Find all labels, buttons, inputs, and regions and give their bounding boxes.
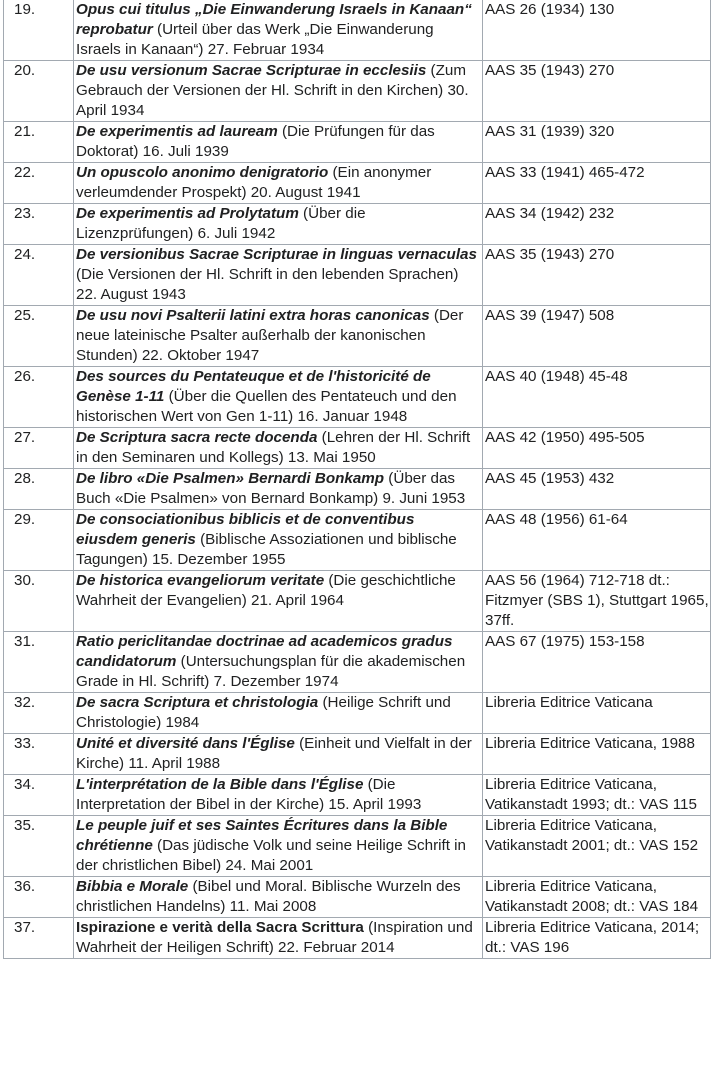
document-description: (Heilige Schrift und Christologie) 1984 — [76, 694, 451, 731]
table-row — [4, 245, 711, 306]
row-number: 21. — [4, 122, 74, 163]
row-number: 37. — [4, 918, 74, 959]
row-number: 31. — [4, 632, 74, 693]
table-row — [4, 367, 711, 428]
document-title: De consociationibus biblicis et de conventibus eiusdem generis — [76, 511, 415, 548]
source-reference: AAS 34 (1942) 232 — [483, 204, 711, 245]
document-description: (Die geschichtliche Wahrheit der Evangelien) 21. April 1964 — [76, 572, 456, 609]
document-description: (Der neue lateinische Psalter außerhalb der kanonischen Stunden) 22. Oktober 1947 — [76, 307, 464, 364]
document-cell — [74, 163, 483, 204]
document-description: (Zum Gebrauch der Versionen der Hl. Schrift in den Kirchen) 30. April 1934 — [76, 62, 469, 119]
document-cell — [74, 510, 483, 571]
source-reference: AAS 39 (1947) 508 — [483, 306, 711, 367]
document-cell — [74, 877, 483, 918]
source-reference: AAS 35 (1943) 270 — [483, 61, 711, 122]
table-row — [4, 877, 711, 918]
row-number: 35. — [4, 816, 74, 877]
document-title: De versionibus Sacrae Scripturae in linguas vernaculas — [76, 246, 477, 263]
row-number: 32. — [4, 693, 74, 734]
table-row — [4, 734, 711, 775]
source-reference: AAS 42 (1950) 495-505 — [483, 428, 711, 469]
source-reference: AAS 33 (1941) 465-472 — [483, 163, 711, 204]
row-number: 36. — [4, 877, 74, 918]
table-row — [4, 122, 711, 163]
table-row — [4, 0, 711, 61]
source-reference: Libreria Editrice Vaticana, 1988 — [483, 734, 711, 775]
document-title: Unité et diversité dans l'Église — [76, 735, 295, 752]
row-number: 22. — [4, 163, 74, 204]
document-description: (Das jüdische Volk und seine Heilige Schrift in der christlichen Bibel) 24. Mai 2001 — [76, 837, 467, 874]
document-title: Ratio periclitandae doctrinae ad academicos gradus candidatorum — [76, 633, 453, 670]
document-cell — [74, 918, 483, 959]
row-number: 30. — [4, 571, 74, 632]
document-title: Le peuple juif et ses Saintes Écritures dans la Bible chrétienne — [76, 817, 448, 854]
document-title: De Scriptura sacra recte docenda — [76, 429, 318, 446]
document-description: (Die Versionen der Hl. Schrift in den lebenden Sprachen) 22. August 1943 — [76, 266, 459, 303]
source-reference: Libreria Editrice Vaticana — [483, 693, 711, 734]
source-reference: AAS 26 (1934) 130 — [483, 0, 711, 61]
table-row — [4, 571, 711, 632]
row-number: 29. — [4, 510, 74, 571]
table-row — [4, 816, 711, 877]
source-reference: AAS 67 (1975) 153-158 — [483, 632, 711, 693]
document-description: (Die Interpretation der Bibel in der Kirche) 15. April 1993 — [76, 776, 422, 813]
document-title: De experimentis ad lauream — [76, 123, 278, 140]
document-description: (Über das Buch «Die Psalmen» von Bernard Bonkamp) 9. Juni 1953 — [76, 470, 466, 507]
document-description: (Urteil über das Werk „Die Einwanderung Israels in Kanaan“) 27. Februar 1934 — [76, 21, 434, 58]
document-title: De experimentis ad Prolytatum — [76, 205, 299, 222]
document-title: Bibbia e Morale — [76, 878, 189, 895]
document-description: (Biblische Assoziationen und biblische Tagungen) 15. Dezember 1955 — [76, 531, 457, 568]
source-reference: Libreria Editrice Vaticana, Vatikanstadt 2008; dt.: VAS 184 — [483, 877, 711, 918]
row-number: 27. — [4, 428, 74, 469]
document-description: (Über die Lizenzprüfungen) 6. Juli 1942 — [76, 205, 366, 242]
document-cell — [74, 0, 483, 61]
documents-table-body — [4, 0, 711, 959]
source-reference: AAS 35 (1943) 270 — [483, 245, 711, 306]
document-title: Des sources du Pentateuque et de l'historicité de Genèse 1-11 — [76, 368, 431, 405]
source-reference: AAS 40 (1948) 45-48 — [483, 367, 711, 428]
document-cell — [74, 469, 483, 510]
document-title: De usu versionum Sacrae Scripturae in ecclesiis — [76, 62, 427, 79]
document-cell — [74, 632, 483, 693]
table-row — [4, 469, 711, 510]
document-cell — [74, 734, 483, 775]
table-row — [4, 775, 711, 816]
document-cell — [74, 245, 483, 306]
row-number: 26. — [4, 367, 74, 428]
document-cell — [74, 122, 483, 163]
document-cell — [74, 571, 483, 632]
document-title: De sacra Scriptura et christologia — [76, 694, 319, 711]
row-number: 24. — [4, 245, 74, 306]
document-cell — [74, 61, 483, 122]
source-reference: Libreria Editrice Vaticana, Vatikanstadt 2001; dt.: VAS 152 — [483, 816, 711, 877]
source-reference: Libreria Editrice Vaticana, 2014; dt.: VAS 196 — [483, 918, 711, 959]
document-title: Un opuscolo anonimo denigratorio — [76, 164, 329, 181]
source-reference: AAS 56 (1964) 712-718 dt.: Fitzmyer (SBS 1), Stuttgart 1965, 37ff. — [483, 571, 711, 632]
source-reference: AAS 45 (1953) 432 — [483, 469, 711, 510]
source-reference: AAS 48 (1956) 61-64 — [483, 510, 711, 571]
source-reference: AAS 31 (1939) 320 — [483, 122, 711, 163]
row-number: 25. — [4, 306, 74, 367]
document-title: Ispirazione e verità della Sacra Scrittura — [76, 919, 364, 936]
table-row — [4, 693, 711, 734]
document-cell — [74, 693, 483, 734]
document-title: De historica evangeliorum veritate — [76, 572, 325, 589]
document-cell — [74, 775, 483, 816]
row-number: 33. — [4, 734, 74, 775]
table-row — [4, 204, 711, 245]
table-row — [4, 918, 711, 959]
document-cell — [74, 367, 483, 428]
document-description: (Inspiration und Wahrheit der Heiligen Schrift) 22. Februar 2014 — [76, 919, 473, 956]
table-row — [4, 510, 711, 571]
document-description: (Die Prüfungen für das Doktorat) 16. Juli 1939 — [76, 123, 435, 160]
document-cell — [74, 428, 483, 469]
document-description: (Lehren der Hl. Schrift in den Seminaren und Kollegs) 13. Mai 1950 — [76, 429, 471, 466]
table-row — [4, 632, 711, 693]
row-number: 19. — [4, 0, 74, 61]
document-title: L'interprétation de la Bible dans l'Église — [76, 776, 364, 793]
table-row — [4, 428, 711, 469]
document-description: (Untersuchungsplan für die akademischen Grade in Hl. Schrift) 7. Dezember 1974 — [76, 653, 466, 690]
document-title: De libro «Die Psalmen» Bernardi Bonkamp — [76, 470, 385, 487]
document-title: Opus cui titulus „Die Einwanderung Israels in Kanaan“ reprobatur — [76, 1, 472, 38]
table-row — [4, 306, 711, 367]
document-cell — [74, 816, 483, 877]
table-row — [4, 61, 711, 122]
document-description: (Einheit und Vielfalt in der Kirche) 11. April 1988 — [76, 735, 472, 772]
document-title: De usu novi Psalterii latini extra horas canonicas — [76, 307, 430, 324]
row-number: 23. — [4, 204, 74, 245]
document-description: (Bibel und Moral. Biblische Wurzeln des christlichen Handelns) 11. Mai 2008 — [76, 878, 461, 915]
row-number: 20. — [4, 61, 74, 122]
document-cell — [74, 204, 483, 245]
document-cell — [74, 306, 483, 367]
document-description: (Über die Quellen des Pentateuch und den historischen Wert von Gen 1-11) 16. Januar 1948 — [76, 388, 457, 425]
documents-table — [3, 0, 711, 959]
row-number: 28. — [4, 469, 74, 510]
row-number: 34. — [4, 775, 74, 816]
document-description: (Ein anonymer verleumdender Prospekt) 20. August 1941 — [76, 164, 432, 201]
source-reference: Libreria Editrice Vaticana, Vatikanstadt 1993; dt.: VAS 115 — [483, 775, 711, 816]
table-row — [4, 163, 711, 204]
